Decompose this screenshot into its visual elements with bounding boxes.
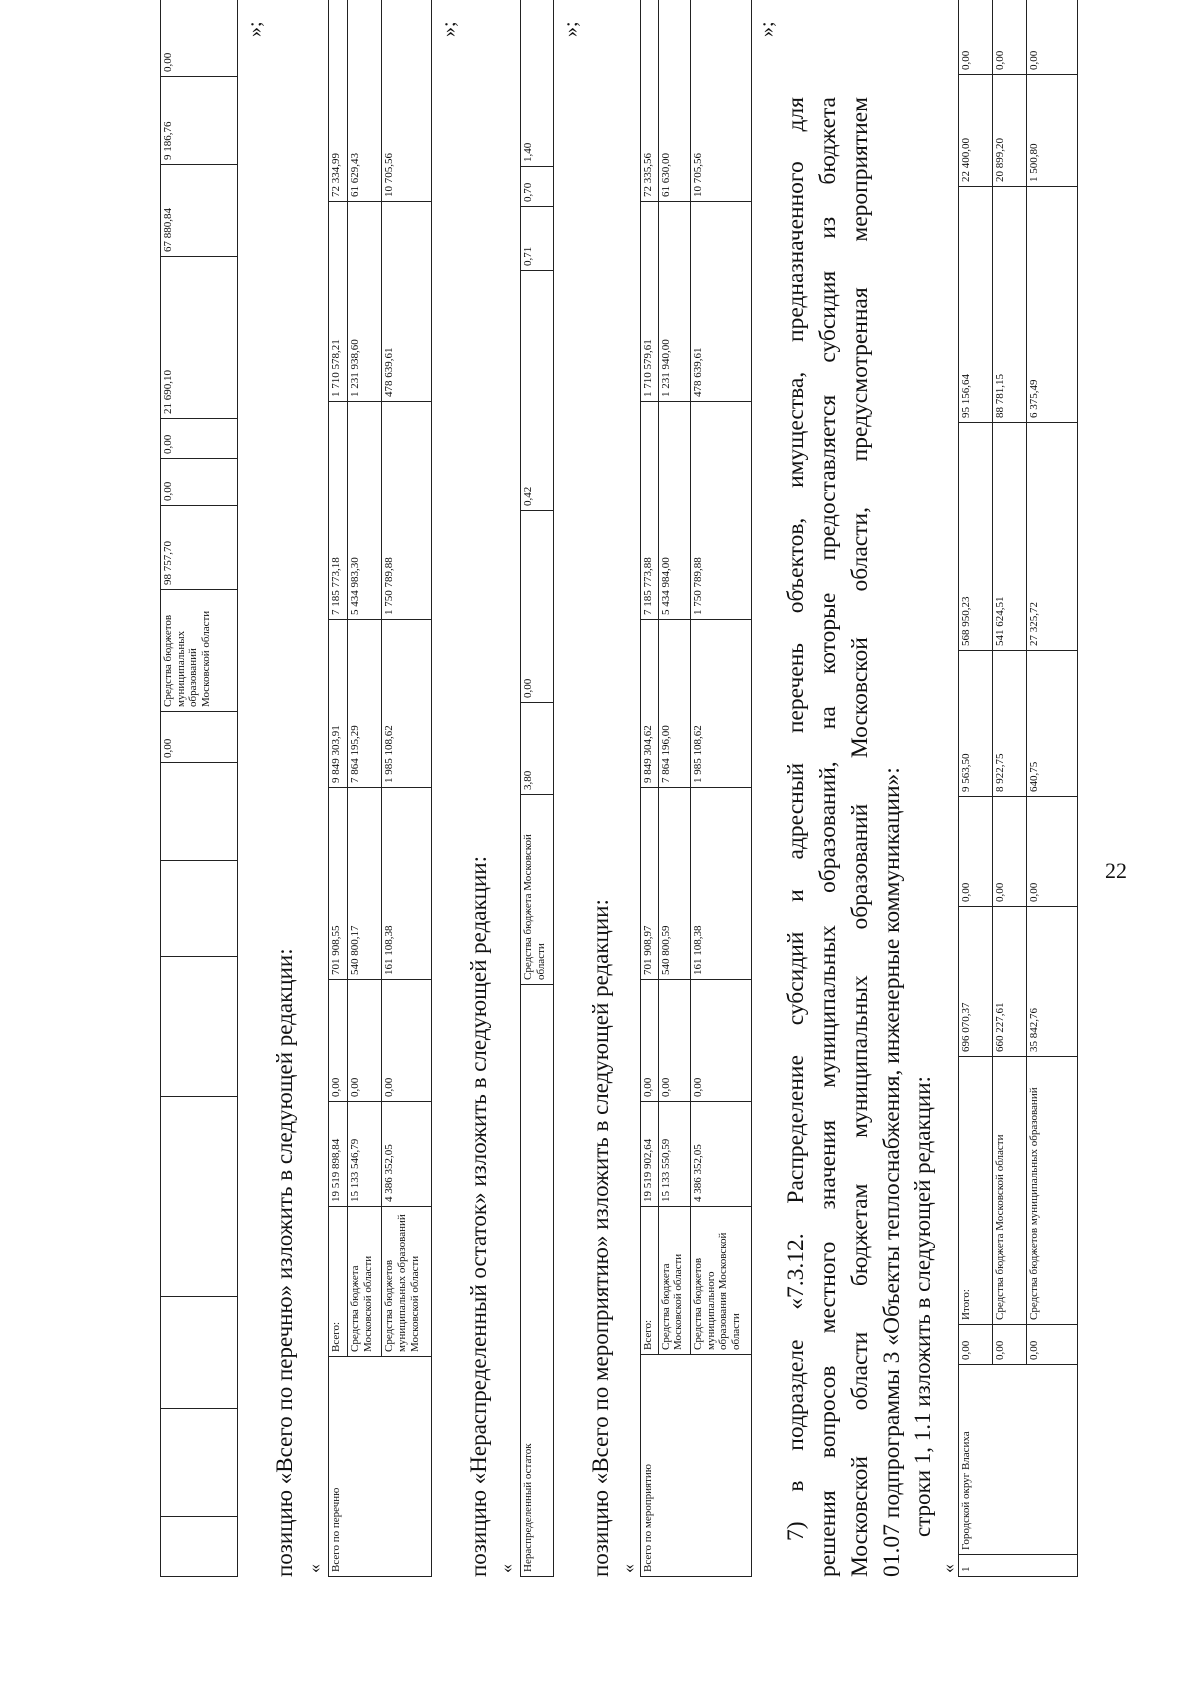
open-quote: « [496, 1564, 516, 1573]
value-cell: 0,42 [521, 271, 554, 511]
value-cell: 541 624,51 [993, 423, 1027, 651]
subsidy-rows-table [958, 0, 1078, 1577]
value-cell: 7 185 773,18 [329, 402, 348, 620]
value-cell: 660 227,61 [993, 907, 1027, 1057]
value-cell: 1,40 [521, 0, 554, 167]
value-cell: 95 156,64 [959, 187, 993, 423]
value-cell: 22 400,00 [959, 75, 993, 187]
value-cell: 0,00 [658, 980, 690, 1102]
instruction-rows: строки 1, 1.1 изложить в следующей редакции: [910, 1076, 935, 1537]
top-fragment-table [160, 0, 238, 1577]
value-cell: 568 950,23 [959, 423, 993, 651]
value-cell: 478 639,61 [382, 202, 432, 402]
value-cell: 478 639,61 [690, 202, 751, 402]
value-cell: 1 985 108,62 [690, 620, 751, 788]
value-cell: 20 899,20 [993, 75, 1027, 187]
empty-cell [161, 1097, 238, 1297]
total-measure-table [640, 0, 752, 1577]
value-cell: 0,00 [993, 1325, 1027, 1365]
row-number: 1 [959, 1555, 1078, 1577]
row-label: Всего по перечню [329, 1357, 432, 1577]
value-cell: 4 386 352,05 [690, 1102, 751, 1207]
close-quote: »; [756, 21, 778, 37]
value-cell: 161 108,38 [382, 788, 432, 980]
source-cell: Средства бюджетов муниципальных образований Московской области [161, 590, 238, 712]
value-cell: 15 133 546,79 [347, 1102, 381, 1207]
value-cell: 1 750 789,88 [690, 402, 751, 620]
value-cell: 9 186,76 [161, 77, 238, 165]
value-cell: 8 922,75 [993, 651, 1027, 797]
value-cell: 1 500,80 [1027, 75, 1078, 187]
instruction-total-list: позицию «Всего по перечню» изложить в следующей редакции: [272, 948, 297, 1577]
source-cell: Средства бюджетов муниципальных образований Московской области [382, 1207, 432, 1357]
close-quote: »; [560, 21, 582, 37]
value-cell: 0,70 [521, 167, 554, 207]
value-cell: 1 710 579,61 [641, 202, 659, 402]
value-cell: 19 519 898,84 [329, 1102, 348, 1207]
value-cell: 3,80 [521, 703, 554, 795]
source-cell: Средства бюджета Московской области [993, 1057, 1027, 1325]
source-cell: Средства бюджетов муниципального образования Московской области [690, 1207, 751, 1355]
value-cell: 1 231 940,00 [658, 202, 690, 402]
organization-name: Городской округ Власиха [959, 1365, 1078, 1555]
value-cell: 19 519 902,64 [641, 1102, 659, 1207]
empty-cell [161, 1517, 238, 1577]
value-cell: 15 133 550,59 [658, 1102, 690, 1207]
source-cell: Средства бюджета Московской области [658, 1207, 690, 1355]
value-cell: 0,00 [959, 797, 993, 907]
value-cell: 0,00 [161, 459, 238, 506]
value-cell: 0,00 [382, 980, 432, 1102]
empty-cell [161, 763, 238, 861]
close-quote: »; [438, 21, 460, 37]
value-cell: 98 757,70 [161, 506, 238, 590]
value-cell: 10 705,56 [382, 0, 432, 202]
value-cell: 1 231 938,60 [347, 202, 381, 402]
value-cell: 7 864 195,29 [347, 620, 381, 788]
value-cell: 0,00 [993, 797, 1027, 907]
value-cell: 10 705,56 [690, 0, 751, 202]
value-cell: 0,00 [641, 980, 659, 1102]
value-cell: 0,00 [959, 0, 993, 75]
value-cell: 1 985 108,62 [382, 620, 432, 788]
value-cell: 540 800,59 [658, 788, 690, 980]
value-cell: 88 781,15 [993, 187, 1027, 423]
value-cell: 35 842,76 [1027, 907, 1078, 1057]
value-cell: 61 630,00 [658, 0, 690, 202]
unallocated-table [520, 0, 554, 1577]
source-cell: Итого: [959, 1057, 993, 1325]
value-cell: 1 710 578,21 [329, 202, 348, 402]
paragraph-line: Московской области бюджетам муниципальных образований Московской области, предусмотренная мероприятием [847, 97, 873, 1577]
value-cell: 72 334,99 [329, 0, 348, 202]
empty-cell [161, 1297, 238, 1409]
value-cell: 6 375,49 [1027, 187, 1078, 423]
value-cell: 7 185 773,88 [641, 402, 659, 620]
value-cell: 701 908,97 [641, 788, 659, 980]
value-cell: 61 629,43 [347, 0, 381, 202]
source-cell: Всего: [641, 1207, 659, 1355]
open-quote: « [304, 1564, 324, 1573]
value-cell: 21 690,10 [161, 257, 238, 419]
value-cell: 0,71 [521, 207, 554, 271]
value-cell: 0,00 [1027, 0, 1078, 75]
value-cell: 0,00 [1027, 1325, 1078, 1365]
value-cell: 5 434 984,00 [658, 402, 690, 620]
total-list-table [328, 0, 432, 1577]
value-cell: 0,00 [161, 0, 238, 77]
value-cell: 0,00 [161, 419, 238, 459]
value-cell: 9 563,50 [959, 651, 993, 797]
value-cell: 640,75 [1027, 651, 1078, 797]
value-cell: 1 750 789,88 [382, 402, 432, 620]
instruction-total-measure: позицию «Всего по мероприятию» изложить в следующей редакции: [588, 899, 613, 1577]
value-cell: 161 108,38 [690, 788, 751, 980]
source-cell: Средства бюджетов муниципальных образований [1027, 1057, 1078, 1325]
value-cell: 0,00 [521, 511, 554, 703]
empty-cell [161, 957, 238, 1097]
paragraph-line: 01.07 подпрограммы 3 «Объекты теплоснабжения, инженерные коммуникации»: [879, 767, 905, 1577]
value-cell: 27 325,72 [1027, 423, 1078, 651]
source-cell: Всего: [329, 1207, 348, 1357]
row-label: Всего по мероприятию [641, 1355, 752, 1577]
value-cell: 696 070,37 [959, 907, 993, 1057]
value-cell: 9 849 304,62 [641, 620, 659, 788]
value-cell: 0,00 [1027, 797, 1078, 907]
section-7-paragraph [780, 97, 908, 1577]
value-cell: 540 800,17 [347, 788, 381, 980]
value-cell: 7 864 196,00 [658, 620, 690, 788]
page-number: 22 [1105, 858, 1127, 883]
paragraph-line: 7) в подразделе «7.3.12. Распределение субсидий и адресный перечень объектов, имущества, предназначенного для [783, 97, 809, 1541]
paragraph-line: решения вопросов местного значения муниципальных образований, на которые предоставляется субсидия из бюджета [815, 97, 841, 1577]
value-cell: 701 908,55 [329, 788, 348, 980]
source-cell: Средства бюджета Московской области [521, 795, 554, 985]
open-quote: « [618, 1564, 638, 1573]
value-cell: 0,00 [161, 712, 238, 763]
value-cell: 0,00 [690, 980, 751, 1102]
value-cell: 0,00 [347, 980, 381, 1102]
value-cell: 72 335,56 [641, 0, 659, 202]
value-cell: 0,00 [993, 0, 1027, 75]
row-label: Нераспределенный остаток [521, 985, 554, 1577]
instruction-unallocated: позицию «Нераспределенный остаток» изложить в следующей редакции: [466, 856, 491, 1577]
value-cell: 0,00 [329, 980, 348, 1102]
value-cell: 4 386 352,05 [382, 1102, 432, 1207]
open-quote: « [938, 1564, 958, 1573]
empty-cell [161, 1409, 238, 1517]
source-cell: Средства бюджета Московской области [347, 1207, 381, 1357]
value-cell: 67 880,84 [161, 165, 238, 257]
empty-cell [161, 861, 238, 957]
close-quote: »; [244, 21, 266, 37]
value-cell: 9 849 303,91 [329, 620, 348, 788]
value-cell: 0,00 [959, 1325, 993, 1365]
value-cell: 5 434 983,30 [347, 402, 381, 620]
